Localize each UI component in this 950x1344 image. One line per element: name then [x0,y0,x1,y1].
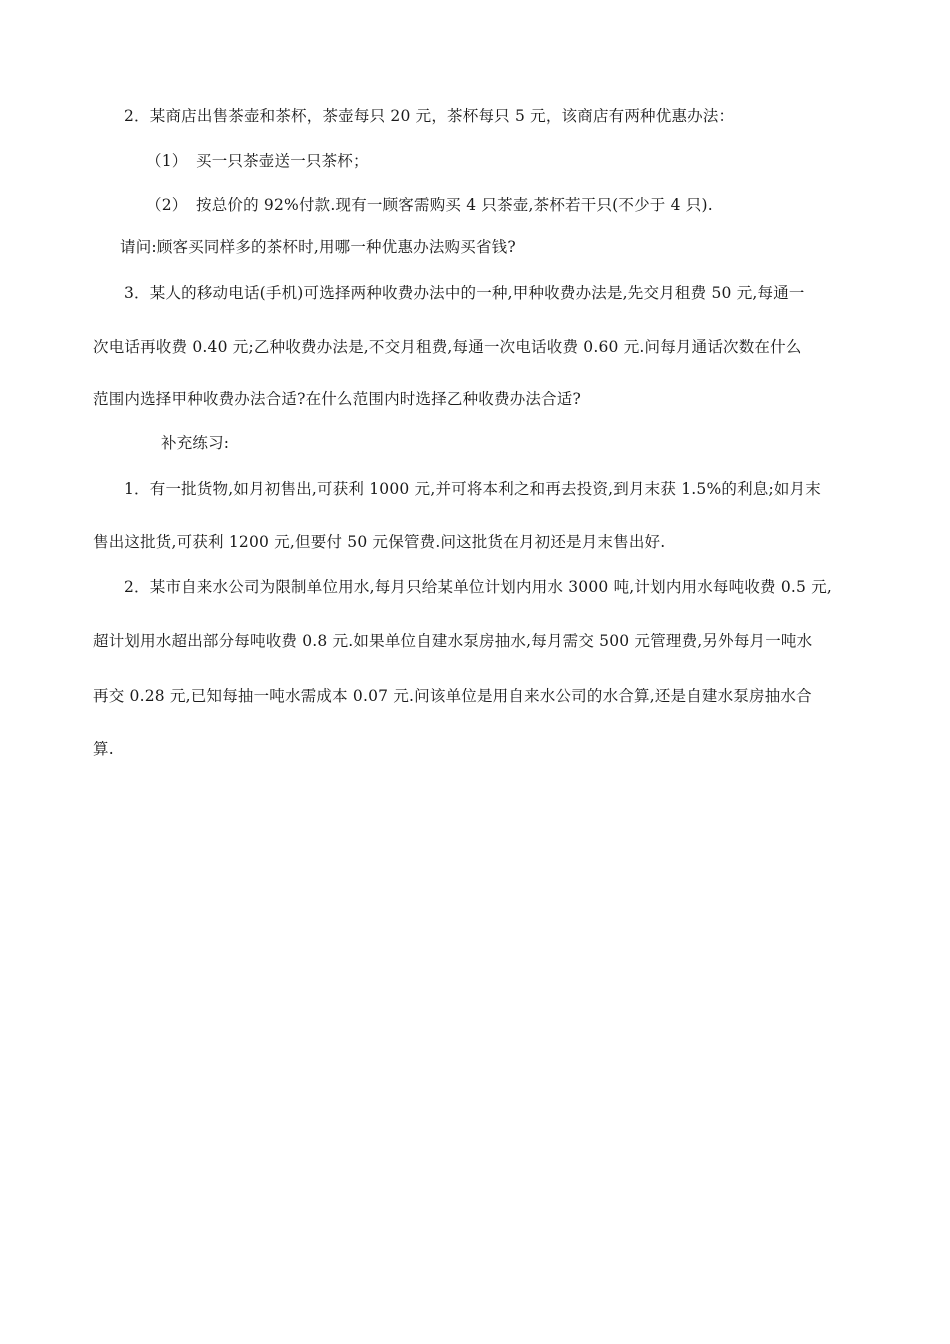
supplement-q2-line-4: 算. [93,740,114,758]
supplement-q1-line-2: 售出这批货,可获利 1200 元,但要付 50 元保管费.问这批货在月初还是月末售出好. [93,533,666,551]
problem-2-option-2-number: （2） [146,196,188,214]
problem-3-line-3: 范围内选择甲种收费办法合适?在什么范围内时选择乙种收费办法合适? [93,390,582,408]
problem-2-option-2-text: 按总价的 92%付款.现有一顾客需购买 4 只茶壶,茶杯若干只(不少于 4 只). [196,196,713,214]
problem-2-option-1-text: 买一只茶壶送一只茶杯； [196,152,369,170]
problem-3-line-1: 3．某人的移动电话(手机)可选择两种收费办法中的一种,甲种收费办法是,先交月租费 50 元,每通一 [124,284,805,302]
problem-2-question: 请问:顾客买同样多的茶杯时,用哪一种优惠办法购买省钱? [120,238,516,256]
supplement-q1-line-1: 1．有一批货物,如月初售出,可获利 1000 元,并可将本利之和再去投资,到月末获 1.5%的利息;如月末 [124,480,821,498]
problem-2-line-1: 2．某商店出售茶壶和茶杯，茶壶每只 20 元，茶杯每只 5 元，该商店有两种优惠办法： [124,107,735,125]
problem-2-option-1-number: （1） [146,152,188,170]
supplement-q2-line-2: 超计划用水超出部分每吨收费 0.8 元.如果单位自建水泵房抽水,每月需交 500 元管理费,另外每月一吨水 [93,632,813,650]
problem-3-line-2: 次电话再收费 0.40 元;乙种收费办法是,不交月租费,每通一次电话收费 0.60 元.问每月通话次数在什么 [93,338,802,356]
supplement-q2-line-3: 再交 0.28 元,已知每抽一吨水需成本 0.07 元.问该单位是用自来水公司的水合算,还是自建水泵房抽水合 [93,687,812,705]
supplement-q2-line-1: 2．某市自来水公司为限制单位用水,每月只给某单位计划内用水 3000 吨,计划内用水每吨收费 0.5 元, [124,578,833,596]
supplement-heading: 补充练习: [161,434,230,452]
